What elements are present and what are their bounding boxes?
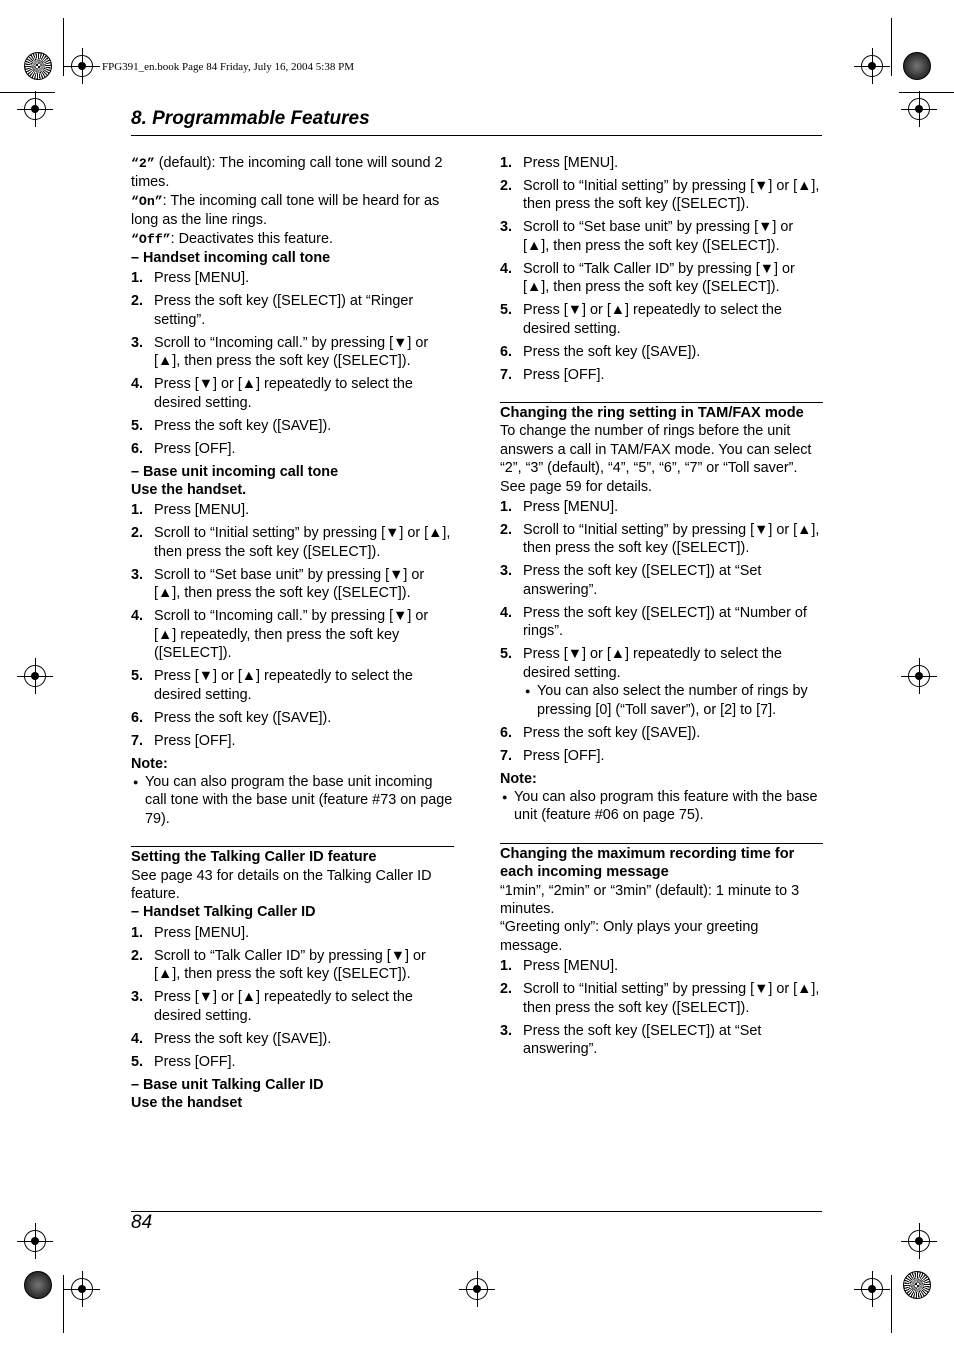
list-item: 3. Press [▼] or [▲] repeatedly to select the desired setting.	[131, 989, 413, 1024]
section-intro: See page 43 for details on the Talking Caller ID feature.	[131, 867, 432, 902]
crosshair-icon	[24, 665, 46, 687]
section-title: Changing the maximum recording time for each incoming message	[500, 845, 795, 881]
note-label: Note:	[500, 770, 537, 787]
list-item: 5. Press [▼] or [▲] repeatedly to select the desired setting.	[500, 302, 782, 337]
crop-mark	[63, 1275, 64, 1333]
subheading: – Handset incoming call tone	[131, 250, 331, 267]
crosshair-icon	[466, 1278, 488, 1300]
crop-mark	[899, 92, 954, 93]
list-item: 6. Press [OFF].	[131, 440, 236, 457]
list-item: 4. Press [▼] or [▲] repeatedly to select the desired setting.	[131, 376, 413, 411]
section-intro: To change the number of rings before the unit answers a call in TAM/FAX mode. You can select “2”, “3” (default), “4”, “5”, “6”, “7” or “Toll saver”. See page 59 for details.	[500, 423, 812, 495]
list-item: 3. Scroll to “Set base unit” by pressing [▼] or [▲], then press the soft key ([SELECT]).	[131, 566, 425, 602]
list-item: 3. Scroll to “Set base unit” by pressing [▼] or [▲], then press the soft key ([SELECT]).	[500, 219, 794, 254]
footer-rule	[131, 1211, 822, 1212]
steps-list	[131, 501, 454, 749]
section-title: Setting the Talking Caller ID feature	[131, 849, 377, 866]
crosshair-icon	[908, 1230, 930, 1252]
registration-target-icon	[903, 1271, 931, 1299]
list-item: 4. Press the soft key ([SAVE]).	[131, 1030, 332, 1047]
list-item: 4. Scroll to “Talk Caller ID” by pressing [▼] or [▲], then press the soft key ([SELECT]).	[500, 260, 795, 296]
steps-list	[131, 924, 454, 1071]
registration-target-icon	[24, 52, 52, 80]
section-ring-setting	[500, 402, 823, 825]
list-item: 7. Press [OFF].	[500, 366, 605, 383]
steps-list	[500, 957, 823, 1058]
section-talking-caller-id	[131, 846, 454, 1112]
subheading: Use the handset.	[131, 482, 247, 499]
page-title: 8. Programmable Features	[131, 108, 370, 129]
crosshair-icon	[908, 665, 930, 687]
list-item: 2. Press the soft key ([SELECT]) at “Ringer setting”.	[131, 293, 414, 328]
note-bullet: ● You can also program the base unit incoming call tone with the base unit (feature #73 on page 79).	[131, 773, 454, 828]
steps-list	[500, 154, 823, 384]
subheading: – Base unit incoming call tone	[131, 463, 339, 480]
list-item: 3. Press the soft key ([SELECT]) at “Set answering”.	[500, 563, 762, 598]
list-item: 2. Scroll to “Initial setting” by pressing [▼] or [▲], then press the soft key ([SELECT]).	[131, 525, 451, 560]
list-item: 1. Press [MENU].	[131, 270, 250, 287]
subheading: – Handset Talking Caller ID	[131, 904, 316, 921]
crosshair-icon	[24, 1230, 46, 1252]
page-number: 84	[131, 1212, 153, 1233]
tone-option-on: “On”: The incoming call tone will be heard for as long as the line rings.	[131, 192, 440, 229]
tone-option-2: “2” (default): The incoming call tone will sound 2 times.	[131, 155, 443, 191]
book-info: FPG391_en.book Page 84 Friday, July 16, 2004 5:38 PM	[102, 61, 354, 73]
subheading: Use the handset	[131, 1094, 243, 1111]
list-item: 3. Scroll to “Incoming call.” by pressing [▼] or [▲], then press the soft key ([SELECT]).	[131, 334, 429, 370]
list-item: 4. Scroll to “Incoming call.” by pressing [▼] or [▲] repeatedly, then press the soft key ([SELECT]).	[131, 608, 429, 662]
crosshair-icon	[861, 55, 883, 77]
crop-mark	[63, 18, 64, 76]
section-recording-time	[500, 843, 823, 1059]
steps-list	[500, 498, 823, 765]
list-item: 1. Press [MENU].	[131, 502, 250, 519]
note-bullet: ● You can also program this feature with the base unit (feature #06 on page 75).	[500, 788, 823, 825]
crosshair-icon	[71, 55, 93, 77]
list-item: 7. Press [OFF].	[500, 747, 605, 764]
tone-option-off: “Off”: Deactivates this feature.	[131, 230, 333, 247]
header-rule	[131, 135, 822, 136]
list-item: 1. Press [MENU].	[500, 155, 619, 171]
registration-target-icon	[24, 1271, 52, 1299]
subheading: – Base unit Talking Caller ID	[131, 1076, 324, 1093]
right-column	[500, 154, 823, 1063]
list-item: 1. Press [MENU].	[500, 958, 619, 975]
left-column	[131, 154, 454, 1112]
recording-option: “1min”, “2min” or “3min” (default): 1 minute to 3 minutes.	[500, 882, 800, 917]
list-item: 1. Press [MENU].	[500, 499, 619, 516]
list-item: 4. Press the soft key ([SELECT]) at “Number of rings”.	[500, 604, 807, 640]
crosshair-icon	[908, 98, 930, 120]
list-item: 1. Press [MENU].	[131, 924, 250, 941]
crop-mark	[891, 1275, 892, 1333]
crosshair-icon	[861, 1278, 883, 1300]
crosshair-icon	[24, 98, 46, 120]
crop-mark	[891, 18, 892, 76]
crop-mark	[0, 92, 55, 93]
list-item: 2. Scroll to “Talk Caller ID” by pressing [▼] or [▲], then press the soft key ([SELECT]).	[131, 947, 426, 983]
list-item: 2. Scroll to “Initial setting” by pressing [▼] or [▲], then press the soft key ([SELECT]).	[500, 522, 820, 557]
list-item: 6. Press the soft key ([SAVE]).	[500, 343, 701, 360]
steps-list	[131, 269, 454, 458]
list-item: 3. Press the soft key ([SELECT]) at “Set answering”.	[500, 1022, 762, 1057]
list-item: 5. Press the soft key ([SAVE]).	[131, 417, 332, 434]
list-item: 6. Press the soft key ([SAVE]).	[131, 709, 332, 726]
list-item: 2. Scroll to “Initial setting” by pressing [▼] or [▲], then press the soft key ([SELECT]).	[500, 981, 820, 1016]
list-item: 6. Press the soft key ([SAVE]).	[500, 724, 701, 741]
crosshair-icon	[71, 1278, 93, 1300]
list-item: 2. Scroll to “Initial setting” by pressing [▼] or [▲], then press the soft key ([SELECT]).	[500, 178, 820, 213]
list-item: 5. Press [OFF].	[131, 1053, 236, 1070]
registration-target-icon	[903, 52, 931, 80]
section-title: Changing the ring setting in TAM/FAX mode	[500, 405, 804, 422]
recording-option: “Greeting only”: Only plays your greeting message.	[500, 919, 759, 954]
list-item: 5. Press [▼] or [▲] repeatedly to select the desired setting.	[131, 668, 413, 703]
list-item: 5. Press [▼] or [▲] repeatedly to select the desired setting. ● You can also select the number of rings by pressing [0] (“Toll saver”), or [2] to [7].	[500, 645, 823, 719]
step-bullet: ● You can also select the number of rings by pressing [0] (“Toll saver”), or [2] to [7].	[523, 682, 823, 719]
note-label: Note:	[131, 755, 168, 772]
list-item: 7. Press [OFF].	[131, 732, 236, 749]
